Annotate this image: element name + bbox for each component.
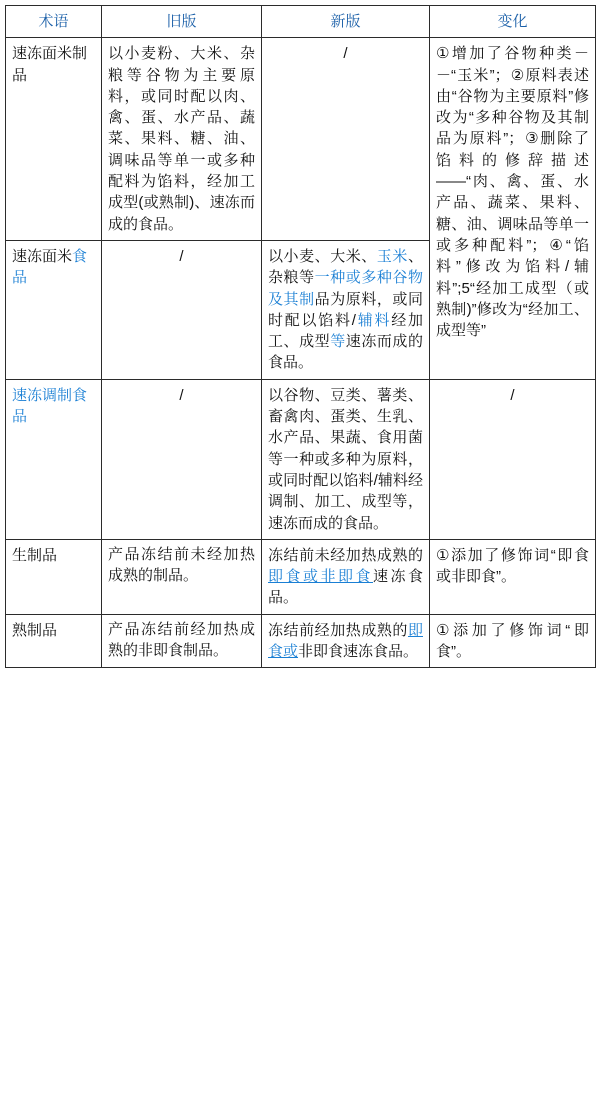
cell-term: 速冻调制食品 [6, 379, 102, 539]
column-header-change: 变化 [430, 6, 596, 38]
table-header [6, 6, 596, 38]
table-body [6, 38, 596, 668]
cell-new [262, 614, 430, 668]
term-text-plain: 速冻面 [12, 247, 58, 265]
cell-old: 产品冻结前未经加热成熟的制品。 [102, 539, 262, 614]
cell-old: 以小麦粉、大米、杂粮等谷物为主要原料，或同时配以肉、禽、蛋、水产品、蔬菜、果料、糖、油、调味品等单一或多种配料为馅料，经加工成型(或熟制)、速冻而成的食品。 [102, 38, 262, 241]
new-text-seg: 速冻而成的食品。 [268, 333, 423, 372]
new-text-seg-highlight: 玉米 [376, 247, 408, 265]
cell-old: 产品冻结前经加热成熟的非即食制品。 [102, 614, 262, 668]
cell-new [262, 240, 430, 379]
cell-old: / [102, 240, 262, 379]
new-text-seg-highlight: 即食或非即食 [268, 568, 373, 586]
column-header-new: 新版 [262, 6, 430, 38]
header-row [6, 6, 596, 38]
cell-term: 速冻面米制品 [6, 38, 102, 241]
new-text-seg: 经加工、成型 [268, 311, 423, 351]
new-text-seg: 品为原料，或同时配以馅料/ [268, 290, 423, 329]
cell-change: ①添加了修饰词“即食”。 [430, 614, 596, 668]
cell-new [262, 539, 430, 614]
table-row [6, 379, 596, 539]
new-text-seg: 、杂粮等 [268, 247, 423, 287]
cell-new: / [262, 38, 430, 241]
cell-old: / [102, 379, 262, 539]
table-row [6, 38, 596, 241]
new-text-seg-highlight: 即食或 [268, 621, 423, 661]
new-text-seg-highlight: 辅料 [355, 311, 392, 329]
new-text-seg-highlight: 一种或多种谷物及其制 [268, 269, 423, 308]
cell-term: 熟制品 [6, 614, 102, 668]
column-header-old: 旧版 [102, 6, 262, 38]
new-text-seg: 非即食速冻食品。 [298, 643, 419, 661]
cell-change: / [430, 379, 596, 539]
cell-change: ①增加了谷物种类－－“玉米”；②原料表述由“谷物为主要原料”修改为“多种谷物及其制品为原料”；③删除了馅料的修辞描述——“肉、禽、蛋、水产品、蔬菜、果料、糖、油、调味品等单一或多种配料”；④“馅料”修改为馅料/辅料”;5“经加工成型（或熟制)”修改为“经加工、成型等” [430, 38, 596, 379]
new-text-seg: 以小麦、大米、 [268, 247, 377, 265]
cell-term [6, 240, 102, 379]
term-text-plain2: 米 [57, 247, 73, 265]
new-text-seg: 速冻食品。 [268, 568, 423, 607]
term-text-highlight: 食品 [12, 247, 88, 287]
cell-term: 生制品 [6, 539, 102, 614]
new-text-seg-highlight: 等 [330, 333, 346, 351]
cell-change: ①添加了修饰词“即食或非即食”。 [430, 539, 596, 614]
column-header-term: 术语 [6, 6, 102, 38]
table-row [6, 614, 596, 668]
comparison-table [5, 5, 596, 668]
new-text-seg: 冻结前经加热成熟的 [268, 621, 408, 639]
cell-new: 以谷物、豆类、薯类、畜禽肉、蛋类、生乳、水产品、果蔬、食用菌等一种或多种为原料，或同时配以馅料/辅料经调制、加工、成型等，速冻而成的食品。 [262, 379, 430, 539]
table-row [6, 539, 596, 614]
new-text-seg: 冻结前未经加热成熟的 [268, 546, 423, 564]
